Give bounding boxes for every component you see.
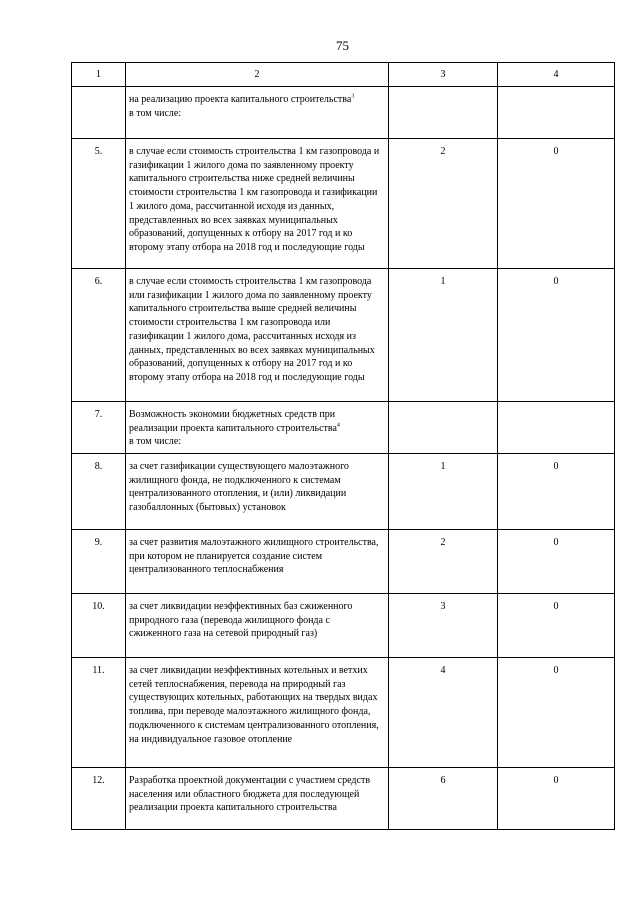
row-value: 0 [498, 139, 615, 269]
table-row [72, 768, 615, 830]
header-col-3: 3 [389, 63, 498, 87]
row-number: 11. [72, 658, 126, 768]
header-col-2: 2 [126, 63, 389, 87]
row-number: 10. [72, 594, 126, 658]
table-row [72, 658, 615, 768]
row-value: 0 [498, 658, 615, 768]
row-number [72, 87, 126, 139]
row-value: 0 [498, 768, 615, 830]
row-score: 4 [389, 658, 498, 768]
table-row [72, 269, 615, 402]
row-text: Возможность экономии бюджетных средств при реализации проекта капитального строительства$^4$ в том числе: [126, 402, 389, 454]
row-number: 7. [72, 402, 126, 454]
row-text: за счет газификации существующего малоэтажного жилищного фонда, не подключенного к системам централизованного отопления, и (или) ликвидации газобаллонных (бытовых) установок [126, 454, 389, 530]
row-value: 0 [498, 269, 615, 402]
row-score: 3 [389, 594, 498, 658]
table-row [72, 454, 615, 530]
row-text: Разработка проектной документации с участием средств населения или областного бюджета для последующей реализации проекта капитального строительства [126, 768, 389, 830]
row-score: 6 [389, 768, 498, 830]
row-number: 8. [72, 454, 126, 530]
row-text: в случае если стоимость строительства 1 км газопровода и газификации 1 жилого дома по заявленному проекту капитального строительства ниже средней величины стоимости строительства 1 км газопровода и газификации 1 жилого дома, рассчитанной исходя из данных, представленных во всех заявках муниципальных образований, допущенных к отбору на 2017 год и ко второму этапу отбора на 2018 год и последующие годы [126, 139, 389, 269]
row-text: на реализацию проекта капитального строительства$^3$ в том числе: [126, 87, 389, 139]
table-header-row [72, 63, 615, 87]
row-number: 9. [72, 530, 126, 594]
criteria-table [71, 62, 615, 830]
row-score: 1 [389, 454, 498, 530]
header-col-1: 1 [72, 63, 126, 87]
row-text: за счет ликвидации неэффективных баз сжиженного природного газа (перевода жилищного фонда с сжиженного газа на сетевой природный газ) [126, 594, 389, 658]
table-row [72, 402, 615, 454]
row-text: за счет развития малоэтажного жилищного строительства, при котором не планируется создание систем централизованного теплоснабжения [126, 530, 389, 594]
row-value: 0 [498, 530, 615, 594]
row-score [389, 87, 498, 139]
row-value: 0 [498, 454, 615, 530]
row-score: 2 [389, 530, 498, 594]
table-row [72, 139, 615, 269]
row-text: в случае если стоимость строительства 1 км газопровода или газификации 1 жилого дома по заявленному проекту капитального строительства выше средней величины стоимости строительства 1 км газопровода или газификации 1 жилого дома, рассчитанных исходя из данных, представленных во всех заявках муниципальных образований, допущенных к отбору на 2017 год и ко второму этапу отбора на 2018 год и последующие годы [126, 269, 389, 402]
row-number: 5. [72, 139, 126, 269]
row-number: 12. [72, 768, 126, 830]
row-value [498, 87, 615, 139]
header-col-4: 4 [498, 63, 615, 87]
table-row [72, 594, 615, 658]
row-score: 1 [389, 269, 498, 402]
table-row [72, 530, 615, 594]
table-row [72, 87, 615, 139]
row-value [498, 402, 615, 454]
footnote-ref: 3 [351, 93, 355, 100]
page-number: 75 [336, 38, 349, 53]
row-number: 6. [72, 269, 126, 402]
row-text: за счет ликвидации неэффективных котельных и ветхих сетей теплоснабжения, перевода на природный газ существующих котельных, работающих на твердых видах топлива, при переводе малоэтажного жилищного фонда, подключенного к системам централизованного отопления, на индивидуальное газовое отопление [126, 658, 389, 768]
footnote-ref: 4 [336, 422, 340, 429]
row-value: 0 [498, 594, 615, 658]
row-score: 2 [389, 139, 498, 269]
row-score [389, 402, 498, 454]
